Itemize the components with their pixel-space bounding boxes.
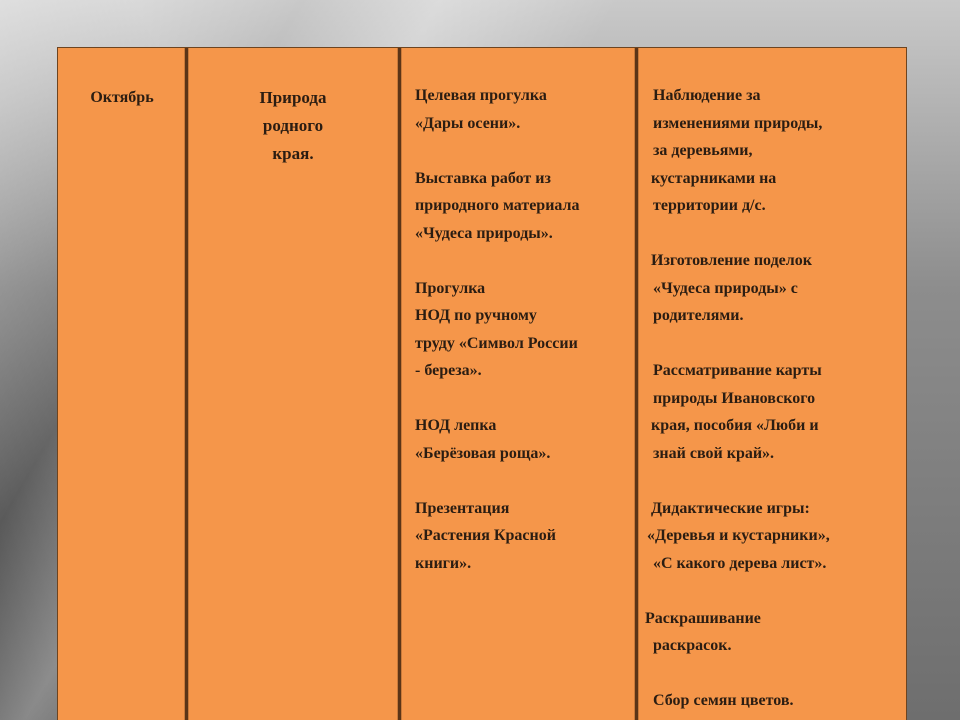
topic-text [186, 84, 400, 168]
text-line: «Дары осени». [415, 114, 521, 132]
text-line: Целевая прогулка [415, 87, 547, 104]
text-line: «Берёзовая роща». [415, 444, 551, 462]
blank-line [415, 137, 633, 165]
text-line: НОД лепка [415, 417, 497, 434]
blank-line [643, 660, 904, 688]
text-line: родителями. [653, 307, 744, 324]
text-line: Презентация [415, 499, 510, 517]
blank-line [643, 330, 904, 358]
plan-table [57, 47, 907, 720]
text-line: Изготовление поделок [651, 252, 812, 269]
text-line: природы Ивановского [653, 389, 816, 407]
forms-text [415, 82, 633, 577]
blank-line [643, 577, 904, 605]
text-line: знай свой край». [653, 444, 775, 462]
text-line: природного материала [415, 197, 580, 214]
work-text [643, 82, 904, 715]
text-line: книги». [415, 554, 472, 572]
month-cell [58, 48, 186, 720]
text-line: за деревьями, [653, 142, 753, 159]
text-line: НОД по ручному [415, 307, 537, 324]
text-line: «Чудеса природы». [415, 224, 553, 242]
text-line: раскрасок. [653, 637, 732, 654]
text-line: Рассматривание карты [653, 362, 822, 379]
text-line: края, пособия «Люби и [651, 417, 819, 434]
month-label: Октябрь [90, 89, 154, 106]
text-line: кустарниками на [651, 169, 777, 187]
text-line: Прогулка [415, 279, 486, 297]
text-line: Выставка работ из [415, 169, 551, 187]
text-line: изменениями природы, [653, 114, 823, 132]
blank-line [643, 467, 904, 495]
blank-line [415, 385, 633, 413]
text-line: «Растения Красной [415, 527, 556, 544]
text-line: - береза». [415, 362, 482, 379]
text-line: Раскрашивание [645, 609, 761, 627]
text-line: Сбор семян цветов. [653, 692, 794, 709]
text-line: территории д/с. [653, 197, 766, 214]
text-line: Дидактические игры: [651, 499, 810, 517]
forms-cell [400, 48, 637, 720]
blank-line [415, 467, 633, 495]
blank-line [643, 220, 904, 248]
topic-line: края. [272, 144, 314, 163]
blank-line [415, 247, 633, 275]
text-line: «С какого дерева лист». [653, 554, 827, 572]
topic-cell [186, 48, 400, 720]
text-line: труду «Символ России [415, 334, 578, 352]
work-cell [637, 48, 908, 720]
text-line: Наблюдение за [653, 87, 761, 104]
topic-line: Природа [259, 88, 327, 107]
topic-line: родного [262, 116, 324, 135]
text-line: «Чудеса природы» с [653, 279, 798, 297]
text-line: «Деревья и кустарники», [647, 527, 830, 544]
